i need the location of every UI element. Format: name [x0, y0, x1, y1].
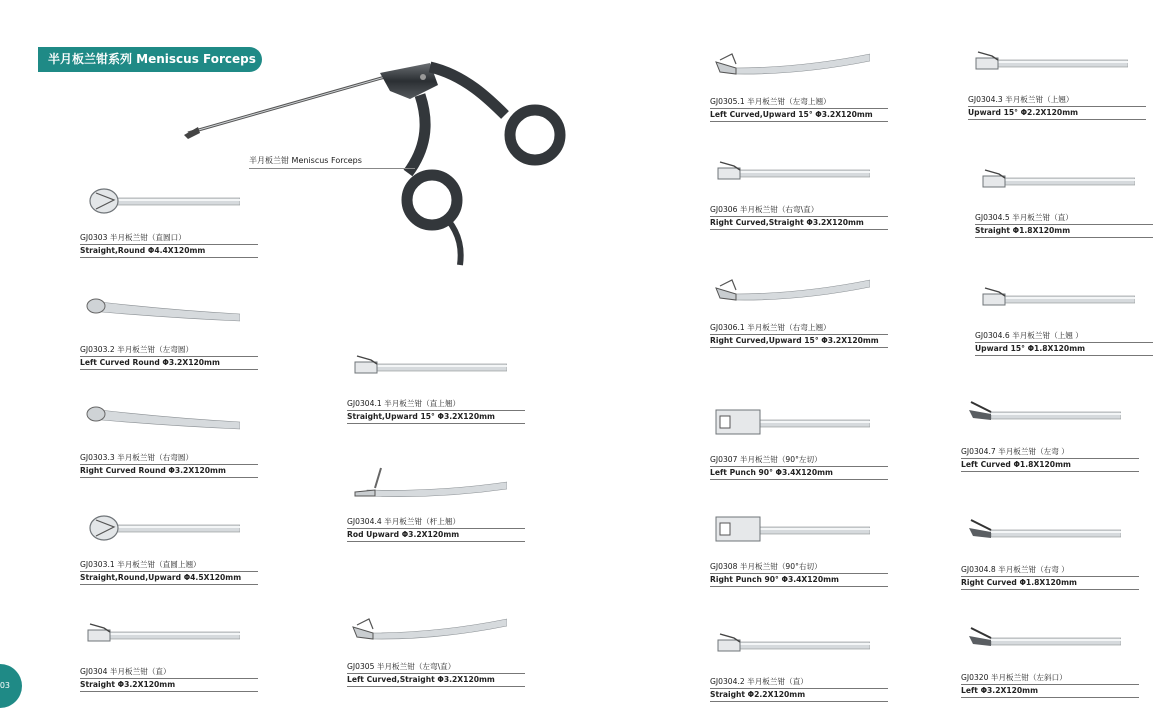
- product-label: [80, 559, 258, 585]
- product-item: [347, 607, 525, 697]
- product-label: [347, 516, 525, 542]
- product-label: [975, 330, 1153, 356]
- product-code: GJ0304 半月板兰钳（直）: [80, 666, 258, 679]
- product-code: GJ0304.8 半月板兰钳（右弯 ）: [961, 564, 1139, 577]
- product-label: [710, 454, 888, 480]
- product-code: GJ0320 半月板兰钳（左斜口）: [961, 672, 1139, 685]
- section-title: 半月板兰钳系列 Meniscus Forceps: [38, 47, 262, 72]
- product-item: [710, 507, 888, 597]
- product-item: [710, 42, 888, 132]
- product-item: [80, 290, 258, 380]
- product-item: [961, 510, 1139, 600]
- product-spec: Right Punch 90° Φ3.4X120mm: [710, 574, 888, 587]
- product-code: GJ0306.1 半月板兰钳（右弯上翘）: [710, 322, 888, 335]
- product-item: [710, 150, 888, 240]
- product-code: GJ0304.2 半月板兰钳（直）: [710, 676, 888, 689]
- product-code: GJ0304.3 半月板兰钳（上翘）: [968, 94, 1146, 107]
- product-label: [710, 96, 888, 122]
- product-label: [710, 676, 888, 702]
- product-spec: Left Curved Round Φ3.2X120mm: [80, 357, 258, 370]
- product-spec: Rod Upward Φ3.2X120mm: [347, 529, 525, 542]
- product-spec: Right Curved Round Φ3.2X120mm: [80, 465, 258, 478]
- product-item: [968, 40, 1146, 130]
- product-label: [710, 204, 888, 230]
- product-label: [347, 661, 525, 687]
- product-spec: Straight,Round,Upward Φ4.5X120mm: [80, 572, 258, 585]
- product-label: [961, 446, 1139, 472]
- product-label: [80, 666, 258, 692]
- product-code: GJ0303.3 半月板兰钳（右弯圆）: [80, 452, 258, 465]
- page-number: 03: [0, 664, 22, 708]
- product-label: [961, 672, 1139, 698]
- product-spec: Straight,Upward 15° Φ3.2X120mm: [347, 411, 525, 424]
- product-item: [80, 612, 258, 702]
- product-item: [347, 344, 525, 434]
- product-code: GJ0303.1 半月板兰钳（直圆上翘）: [80, 559, 258, 572]
- product-spec: Straight Φ2.2X120mm: [710, 689, 888, 702]
- product-spec: Left Punch 90° Φ3.4X120mm: [710, 467, 888, 480]
- product-code: GJ0305 半月板兰钳（左弯\直）: [347, 661, 525, 674]
- product-item: [975, 158, 1153, 248]
- product-spec: Straight,Round Φ4.4X120mm: [80, 245, 258, 258]
- product-label: [80, 452, 258, 478]
- product-code: GJ0304.4 半月板兰钳（杆上翘）: [347, 516, 525, 529]
- product-item: [80, 505, 258, 595]
- product-spec: Left Curved,Straight Φ3.2X120mm: [347, 674, 525, 687]
- product-spec: Straight Φ1.8X120mm: [975, 225, 1153, 238]
- product-item: [975, 276, 1153, 366]
- product-code: GJ0307 半月板兰钳（90°左切）: [710, 454, 888, 467]
- product-code: GJ0308 半月板兰钳（90°右切）: [710, 561, 888, 574]
- product-code: GJ0304.5 半月板兰钳（直）: [975, 212, 1153, 225]
- product-spec: Left Curved Φ1.8X120mm: [961, 459, 1139, 472]
- product-label: [710, 561, 888, 587]
- product-code: GJ0303 半月板兰钳（直圆口）: [80, 232, 258, 245]
- product-label: [80, 232, 258, 258]
- product-label: [347, 398, 525, 424]
- product-label: [975, 212, 1153, 238]
- product-spec: Right Curved Φ1.8X120mm: [961, 577, 1139, 590]
- product-label: [80, 344, 258, 370]
- product-code: GJ0303.2 半月板兰钳（左弯圆）: [80, 344, 258, 357]
- product-item: [710, 622, 888, 712]
- hero-caption: 半月板兰钳 Meniscus Forceps: [249, 155, 415, 169]
- product-spec: Straight Φ3.2X120mm: [80, 679, 258, 692]
- product-code: GJ0306 半月板兰钳（右弯\直）: [710, 204, 888, 217]
- product-item: [710, 268, 888, 358]
- product-label: [968, 94, 1146, 120]
- product-item: [961, 392, 1139, 482]
- product-spec: Left Φ3.2X120mm: [961, 685, 1139, 698]
- product-code: GJ0305.1 半月板兰钳（左弯上翘）: [710, 96, 888, 109]
- product-spec: Right Curved,Upward 15° Φ3.2X120mm: [710, 335, 888, 348]
- product-spec: Upward 15° Φ1.8X120mm: [975, 343, 1153, 356]
- product-code: GJ0304.6 半月板兰钳（上翘 ）: [975, 330, 1153, 343]
- product-item: [710, 400, 888, 490]
- product-item: [80, 398, 258, 488]
- product-spec: Upward 15° Φ2.2X120mm: [968, 107, 1146, 120]
- product-item: [347, 462, 525, 552]
- product-spec: Left Curved,Upward 15° Φ3.2X120mm: [710, 109, 888, 122]
- product-item: [961, 618, 1139, 708]
- product-code: GJ0304.1 半月板兰钳（直上翘）: [347, 398, 525, 411]
- product-spec: Right Curved,Straight Φ3.2X120mm: [710, 217, 888, 230]
- product-code: GJ0304.7 半月板兰钳（左弯 ）: [961, 446, 1139, 459]
- product-label: [710, 322, 888, 348]
- product-item: [80, 178, 258, 268]
- product-label: [961, 564, 1139, 590]
